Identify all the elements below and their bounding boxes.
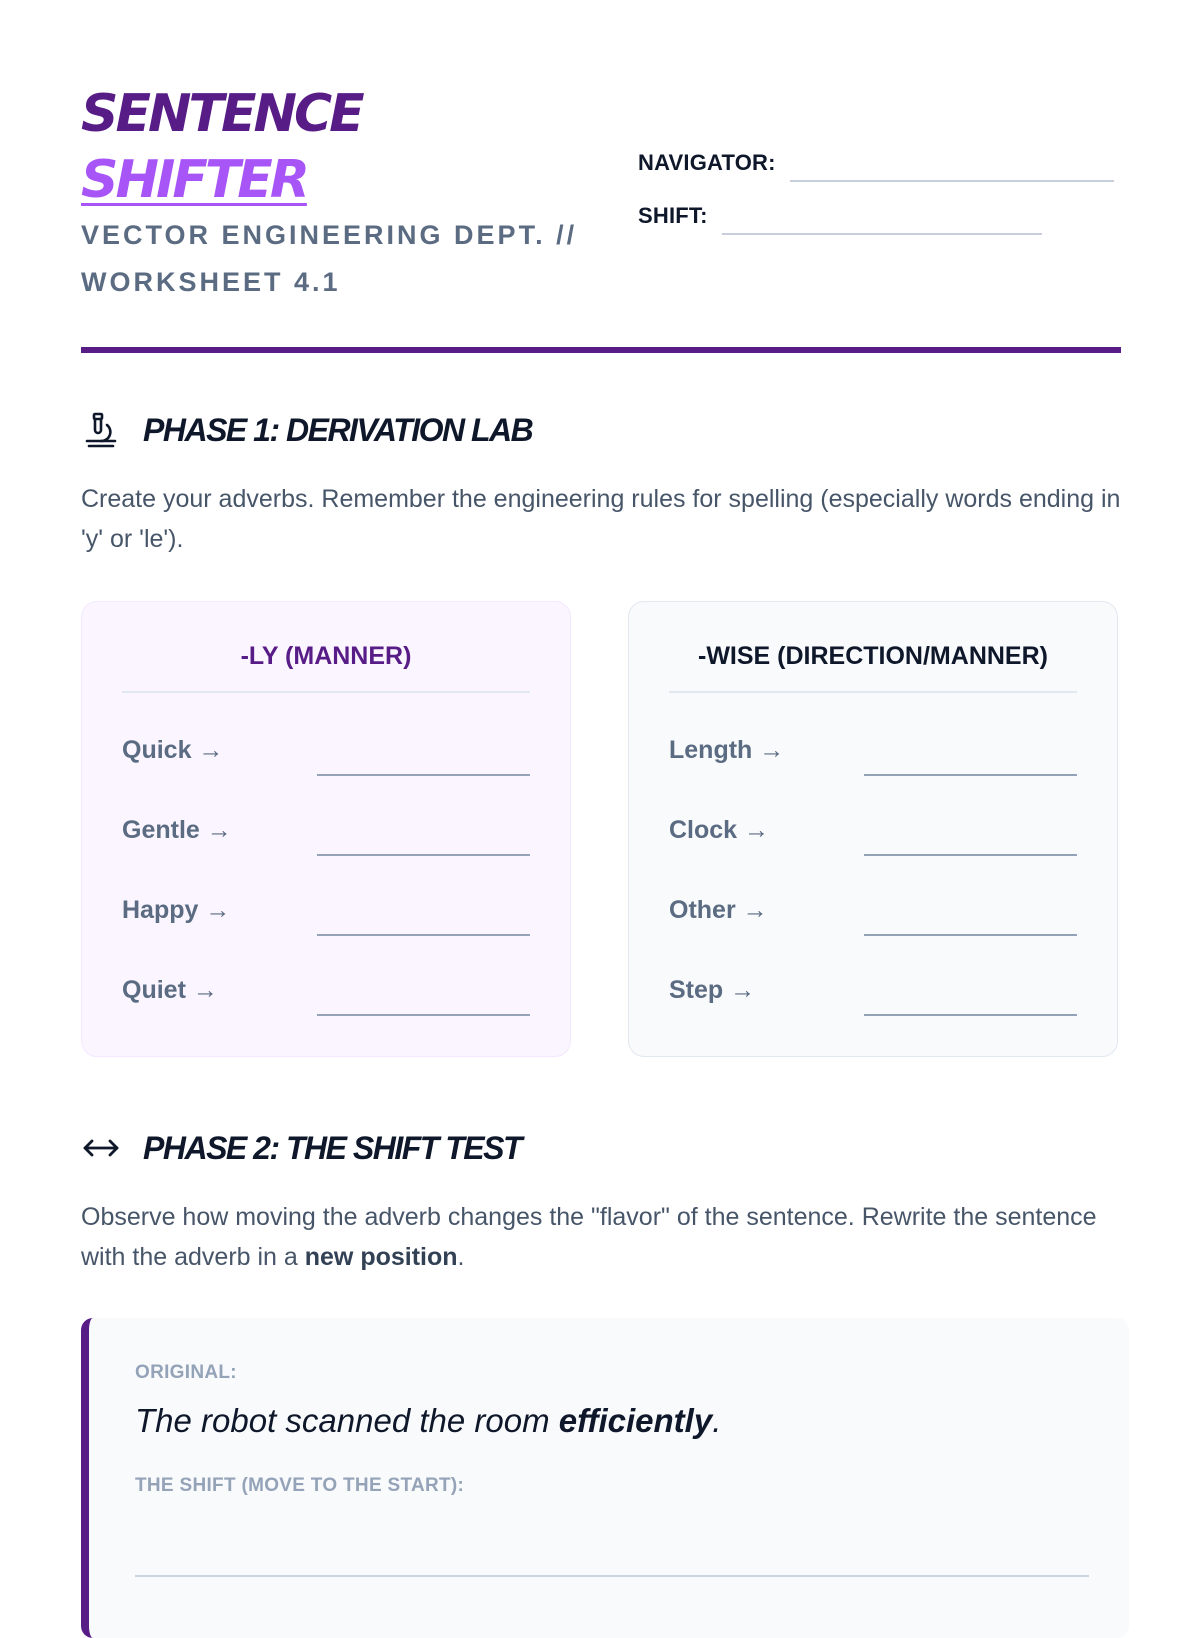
wise-card-title: -WISE (DIRECTION/MANNER) (669, 642, 1077, 693)
shift-instruction-label: THE SHIFT (MOVE TO THE START): (135, 1475, 465, 1496)
phase-2-title: PHASE 2: THE SHIFT TEST (143, 1129, 521, 1166)
worksheet-subtitle: VECTOR ENGINEERING DEPT. // WORKSHEET 4.1 (81, 220, 578, 297)
ly-row (122, 968, 530, 1018)
wise-card (628, 601, 1118, 1057)
base-word: Length → (669, 736, 785, 764)
wise-row (669, 968, 1077, 1018)
navigator-blank[interactable] (790, 180, 1114, 182)
base-word: Gentle → (122, 816, 232, 844)
shift-task-box (81, 1318, 1129, 1638)
ly-row (122, 808, 530, 858)
phase-1-title: PHASE 1: DERIVATION LAB (143, 411, 533, 448)
sentence-end: . (712, 1402, 722, 1439)
answer-blank[interactable] (317, 854, 530, 856)
title-line-2: SHIFTER (81, 150, 307, 210)
base-word: Clock → (669, 816, 770, 844)
shift-label: SHIFT: (638, 203, 708, 228)
answer-blank[interactable] (864, 854, 1077, 856)
sentence-adverb: efficiently (558, 1402, 713, 1439)
phase-1-heading (81, 410, 532, 450)
base-word: Happy → (122, 896, 231, 924)
answer-blank[interactable] (317, 1014, 530, 1016)
navigator-field (638, 150, 1114, 176)
sentence-text: The robot scanned the room (135, 1402, 559, 1439)
ly-card (81, 601, 571, 1057)
shift-field (638, 203, 1042, 229)
phase-2-description (81, 1197, 1121, 1277)
ly-row (122, 888, 530, 938)
base-word: Step → (669, 976, 756, 1004)
description-text: Observe how moving the adverb changes the "flavor" of the sentence. Rewrite the sentence with the adverb in a (81, 1203, 1097, 1271)
answer-blank[interactable] (864, 1014, 1077, 1016)
shift-answer-blank[interactable] (135, 1575, 1089, 1577)
left-right-arrow-icon (81, 1128, 121, 1168)
base-word: Quiet → (122, 976, 218, 1004)
description-end: . (457, 1243, 465, 1271)
wise-row (669, 728, 1077, 778)
phase-2-heading (81, 1128, 521, 1168)
wise-row (669, 808, 1077, 858)
ly-card-title: -LY (MANNER) (122, 642, 530, 693)
navigator-label: NAVIGATOR: (638, 150, 776, 175)
original-sentence (135, 1402, 721, 1440)
phase-1-description: Create your adverbs. Remember the engineering rules for spelling (especially words ending in 'y' or 'le'). (81, 485, 1121, 553)
microscope-icon (81, 410, 121, 450)
answer-blank[interactable] (864, 774, 1077, 776)
answer-blank[interactable] (317, 934, 530, 936)
ly-row (122, 728, 530, 778)
base-word: Quick → (122, 736, 224, 764)
answer-blank[interactable] (864, 934, 1077, 936)
worksheet-page (81, 0, 1121, 1600)
answer-blank[interactable] (317, 774, 530, 776)
title-line-1: SENTENCE (81, 84, 362, 144)
base-word: Other → (669, 896, 768, 924)
original-label: ORIGINAL: (135, 1362, 237, 1383)
description-emphasis: new position (304, 1243, 458, 1271)
shift-blank[interactable] (722, 233, 1042, 235)
header-divider (81, 347, 1121, 353)
wise-row (669, 888, 1077, 938)
